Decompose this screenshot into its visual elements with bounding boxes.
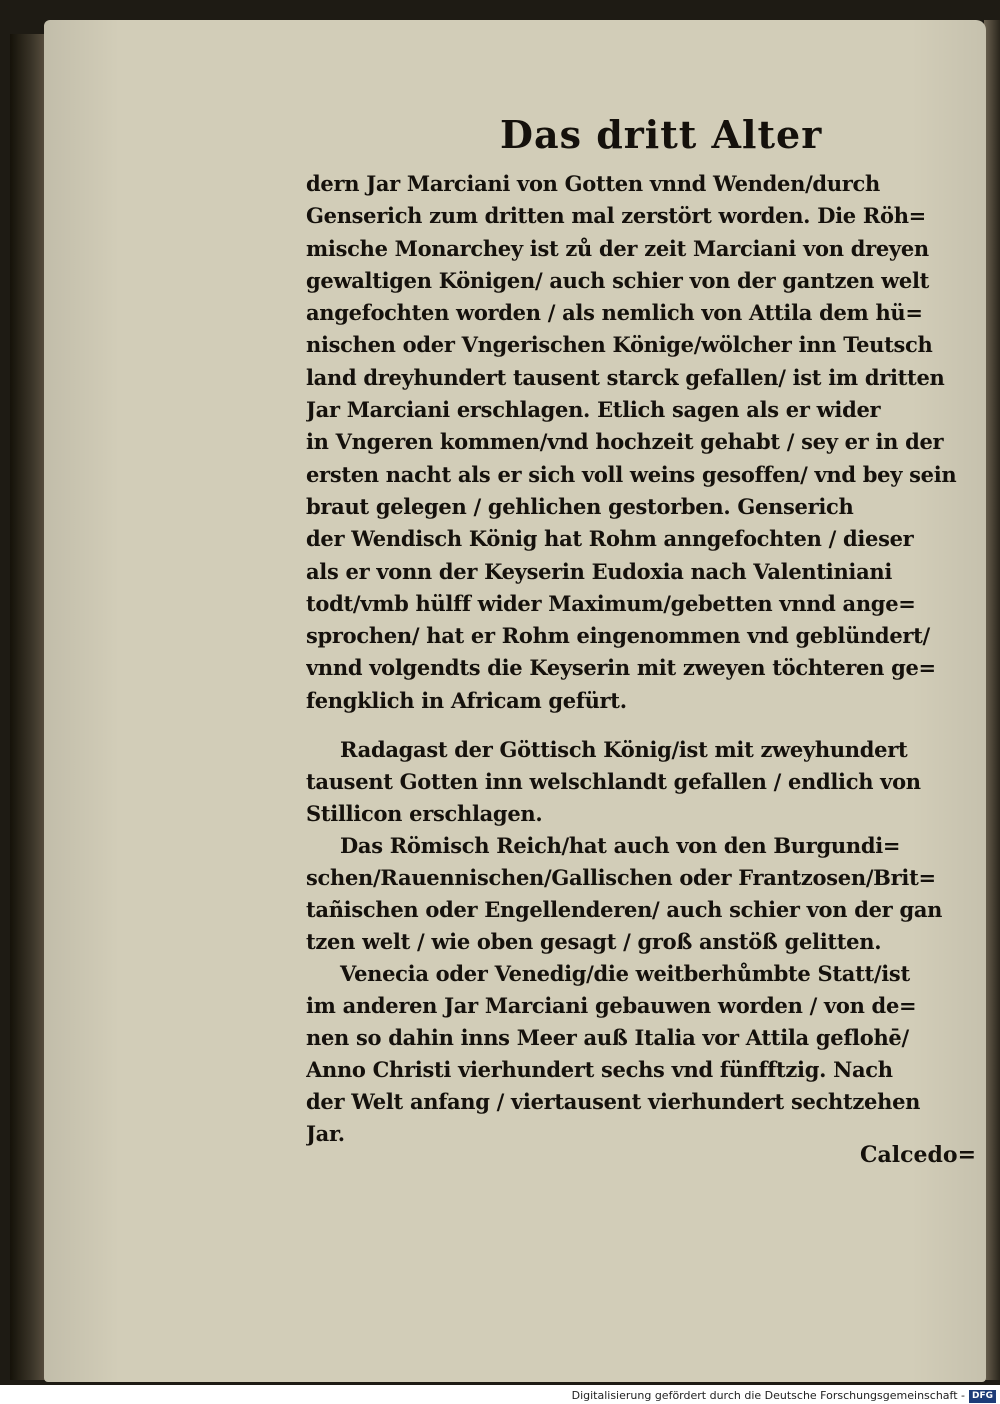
text-line: fengklich in Africam gefürt. [306,687,627,713]
text-line: Venecia oder Venedig/die weitberhůmbte Statt/ist [340,961,910,986]
text-line: land dreyhundert tausent starck gefallen/ ist im dritten [306,364,945,390]
text-line: als er vonn der Keyserin Eudoxia nach Valentiniani [306,558,893,584]
text-line: gewaltigen Königen/ auch schier von der gantzen welt [306,267,930,293]
text-line: Jar. [306,1121,345,1146]
text-line: Radagast der Göttisch König/ist mit zweyhundert [340,737,908,762]
text-line: in Vngeren kommen/vnd hochzeit gehabt / sey er in der [306,429,944,455]
paragraph-2 [306,734,966,1150]
book-spine-edge [10,34,46,1380]
book-page-edge [984,20,1000,1380]
text-line: der Welt anfang / viertausent vierhundert sechtzehen [306,1089,921,1114]
paragraph-1 [306,168,966,717]
text-line: Das Römisch Reich/hat auch von den Burgundi= [340,833,901,858]
text-line: im anderen Jar Marciani gebauwen worden / von de= [306,993,917,1018]
text-line: der Wendisch König hat Rohm anngefochten / dieser [306,526,914,552]
text-line: schen/Rauennischen/Gallischen oder Frantzosen/Brit= [306,865,936,890]
dfg-logo: DFG [969,1390,996,1403]
dfg-footer [0,1387,996,1404]
catchword: Calcedo= [860,1142,977,1168]
text-line: vnnd volgendts die Keyserin mit zweyen töchteren ge= [306,655,936,681]
text-line: braut gelegen / gehlichen gestorben. Genserich [306,493,854,519]
running-header: Das dritt Alter [500,112,823,157]
text-line: nischen oder Vngerischen Könige/wölcher inn Teutsch [306,332,933,358]
text-line: tañischen oder Engellenderen/ auch schier von der gan [306,897,943,922]
text-line: dern Jar Marciani von Gotten vnnd Wenden/durch [306,171,881,196]
text-line: ersten nacht als er sich voll weins gesoffen/ vnd bey sein [306,461,957,487]
text-line: Anno Christi vierhundert sechs vnd fünfftzig. Nach [306,1057,893,1082]
footer-text: Digitalisierung gefördert durch die Deutsche Forschungsgemeinschaft - [571,1389,965,1402]
text-line: sprochen/ hat er Rohm eingenommen vnd geblündert/ [306,623,930,649]
text-line: mische Monarchey ist zů der zeit Marciani von dreyen [306,235,929,261]
text-line: Genserich zum dritten mal zerstört worden. Die Röh= [306,203,926,229]
text-line: todt/vmb hülff wider Maximum/gebetten vnnd ange= [306,590,916,616]
text-line: nen so dahin inns Meer auß Italia vor Attila geflohē/ [306,1025,909,1050]
text-line: tausent Gotten inn welschlandt gefallen / endlich von [306,769,921,794]
text-line: Stillicon erschlagen. [306,801,543,826]
text-line: angefochten worden / als nemlich von Attila dem hü= [306,300,923,326]
text-line: tzen welt / wie oben gesagt / groß anstöß gelitten. [306,929,882,954]
text-line: Jar Marciani erschlagen. Etlich sagen als er wider [306,397,881,423]
